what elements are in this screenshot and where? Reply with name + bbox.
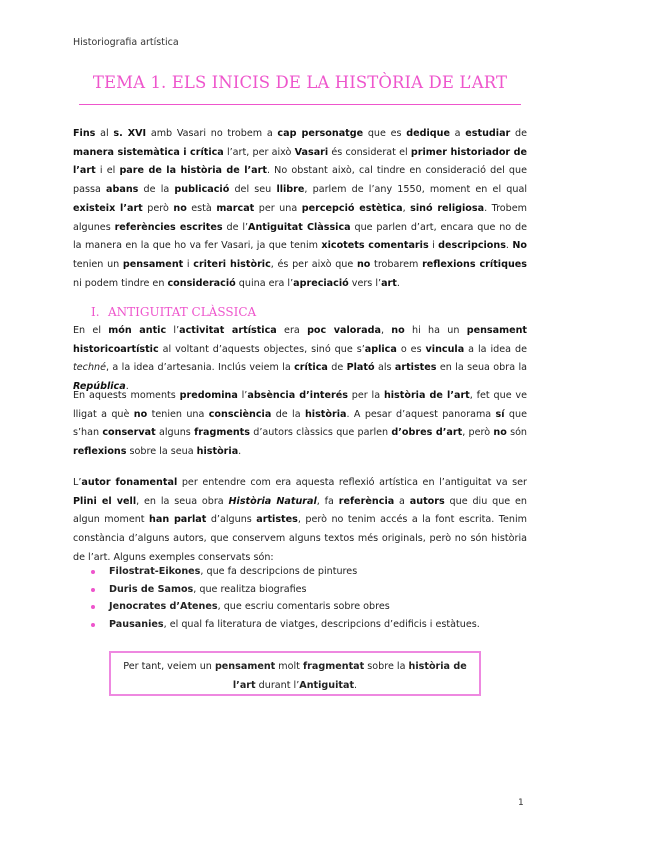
page-number: 1 bbox=[518, 798, 524, 808]
section-title: ANTIGUITAT CLÀSSICA bbox=[108, 305, 257, 319]
section-paragraph-3: L’autor fonamental per entendre com era aquesta reflexió artística en l’antiguitat va ser Plini el vell, en la seua obra Història Natural, fa referència a autors que diu que en algun moment han parlat d’alguns artistes, però no tenim accés a la font escrita. Tenim constància d’alguns autors, que conservem alguns textos més originals, però no són història de l’art. Alguns exemples conservats són: bbox=[73, 477, 528, 563]
examples-list bbox=[73, 563, 527, 633]
running-head: Historiografia artística bbox=[73, 37, 179, 48]
intro-paragraph: Fins al s. XVI amb Vasari no trobem a cap personatge que es dedique a estudiar de manera sistemàtica i crítica l’art, per això Vasari és considerat el primer historiador de l’art i el pare de la història de l’art. No obstant això, cal tindre en consideració del que passa abans de la publicació del seu llibre, parlem de l’any 1550, moment en el qual existeix l’art però no està marcat per una percepció estètica, sinó religiosa. Trobem algunes referències escrites de l’Antiguitat Clàssica que parlen d’art, encara que no de la manera en la que ho va fer Vasari, ja que tenim xicotets comentaris i descripcions. No tenien un pensament i criteri històric, és per això que no trobarem reflexions crítiques ni podem tindre en consideració quina era l’apreciació vers l’art. bbox=[73, 128, 528, 289]
section-paragraph-2: En aquests moments predomina l’absència d’interés per la història de l’art, fet que ve lligat a què no tenien una consciència de la història. A pesar d’aquest panorama sí que s’han conservat alguns fragments d’autors clàssics que parlen d’obres d’art, però no són reflexions sobre la seua història. bbox=[73, 390, 528, 458]
list-item-text: Jenocrates d’Atenes, que escriu comentaris sobre obres bbox=[109, 601, 390, 612]
bullet-icon bbox=[91, 588, 95, 592]
section-heading bbox=[91, 305, 256, 319]
summary-callout bbox=[109, 651, 481, 696]
bullet-icon bbox=[91, 623, 95, 627]
callout-text: Per tant, veiem un pensament molt fragmentat sobre la història de l’art durant l’Antiguitat. bbox=[123, 661, 467, 691]
page-title: TEMA 1. ELS INICIS DE LA HISTÒRIA DE L’ART bbox=[92, 73, 508, 92]
bullet-icon bbox=[91, 570, 95, 574]
section-paragraph-1: En el món antic l’activitat artística era poc valorada, no hi ha un pensament historicoartístic al voltant d’aquests objectes, sinó que s’aplica o es vincula a la idea de techné, a la idea d’artesania. Inclús veiem la crítica de Plató als artistes en la seua obra la República. bbox=[73, 325, 528, 393]
list-item bbox=[73, 598, 527, 616]
bullet-icon bbox=[91, 605, 95, 609]
list-item bbox=[73, 581, 527, 599]
list-item bbox=[73, 616, 527, 634]
list-item bbox=[73, 563, 527, 581]
title-underline bbox=[79, 104, 521, 105]
section-number: I. bbox=[91, 305, 100, 319]
list-item-text: Duris de Samos, que realitza biografies bbox=[109, 583, 307, 595]
list-item-text: Filostrat-Eikones, que fa descripcions de pintures bbox=[109, 566, 358, 577]
list-item-text: Pausanies, el qual fa literatura de viatges, descripcions d’edificis i estàtues. bbox=[109, 618, 480, 630]
